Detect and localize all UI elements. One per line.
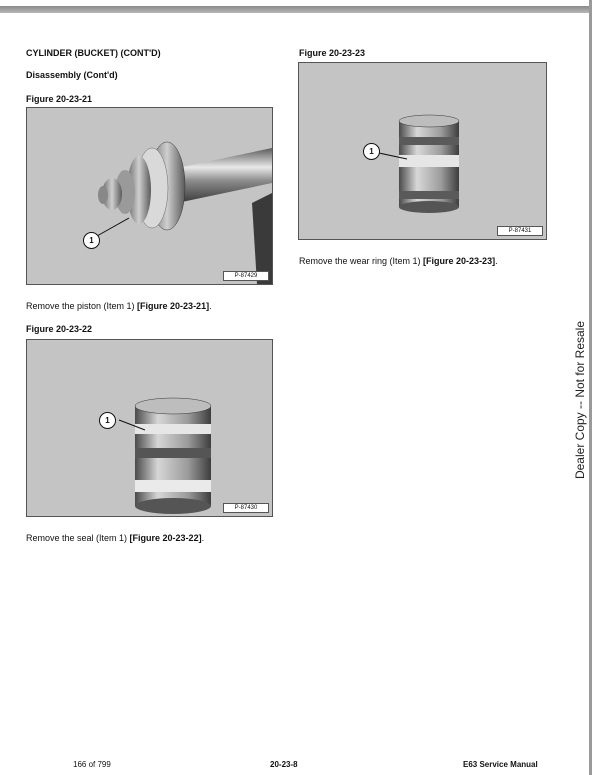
caption-23: Remove the wear ring (Item 1) [Figure 20-23-23]. <box>299 256 498 266</box>
header-bar <box>0 6 589 13</box>
figure-ref-21: [Figure 20-23-21] <box>137 301 210 311</box>
footer-page-number: 20-23-8 <box>270 760 298 769</box>
figure-label-22: Figure 20-23-22 <box>26 324 93 334</box>
caption-22: Remove the seal (Item 1) [Figure 20-23-22]. <box>26 533 205 543</box>
page-edge <box>589 0 592 775</box>
callout-21: 1 <box>83 232 100 249</box>
piston-rod-illustration <box>27 108 272 284</box>
dealer-watermark: Dealer Copy -- Not for Resale <box>573 320 587 480</box>
figure-ref-23: [Figure 20-23-23] <box>423 256 496 266</box>
figure-photo-23 <box>298 62 547 240</box>
figure-label-23: Figure 20-23-23 <box>299 48 366 58</box>
section-title: CYLINDER (BUCKET) (CONT'D) <box>26 48 161 58</box>
callout-22: 1 <box>99 412 116 429</box>
seal-illustration <box>27 340 272 516</box>
figure-ref-22: [Figure 20-23-22] <box>129 533 202 543</box>
footer-manual-title: E63 Service Manual <box>463 760 538 769</box>
section-subtitle: Disassembly (Cont'd) <box>26 70 118 80</box>
photo-id-21: P-87429 <box>223 271 269 281</box>
wear-ring-illustration <box>299 63 546 239</box>
photo-id-23: P-87431 <box>497 226 543 236</box>
callout-23: 1 <box>363 143 380 160</box>
figure-photo-21 <box>26 107 273 285</box>
photo-id-22: P-87430 <box>223 503 269 513</box>
footer-page-count: 166 of 799 <box>73 760 111 769</box>
caption-21: Remove the piston (Item 1) [Figure 20-23-21]. <box>26 301 212 311</box>
figure-label-21: Figure 20-23-21 <box>26 94 93 104</box>
figure-photo-22 <box>26 339 273 517</box>
